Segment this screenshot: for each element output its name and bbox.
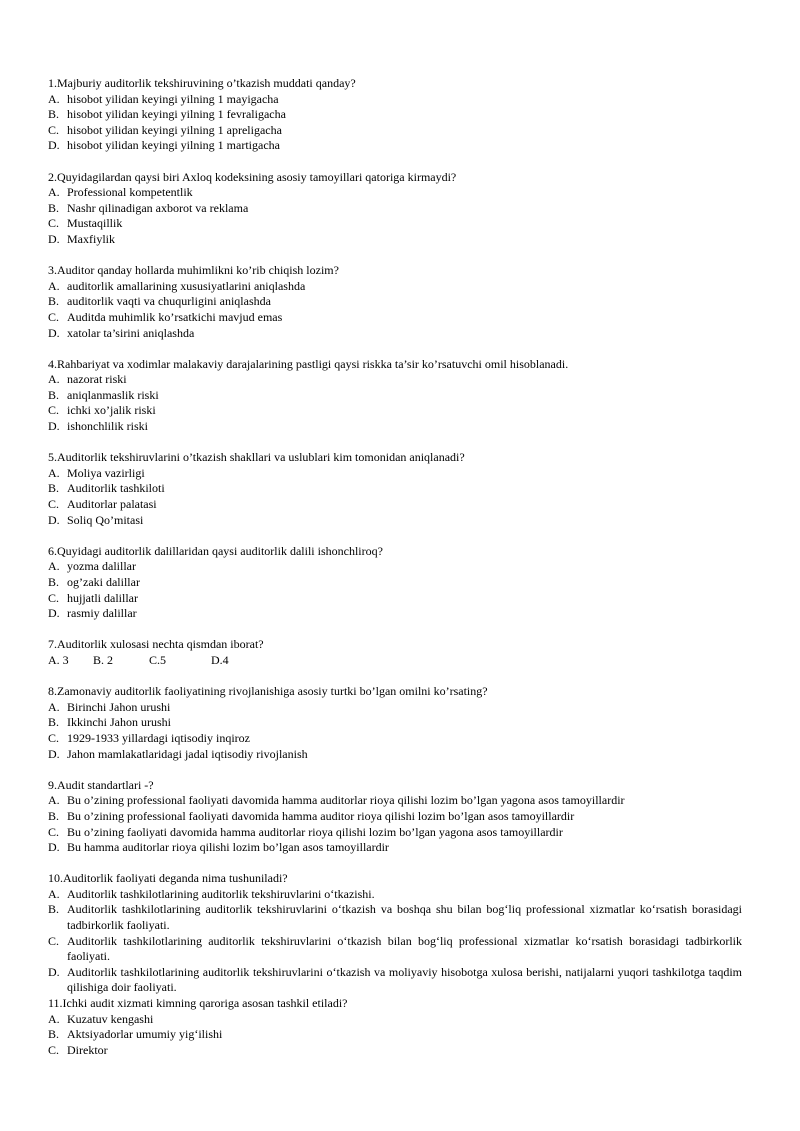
option-letter: A. [48, 559, 60, 574]
answer-option [48, 279, 742, 295]
option-letter: B. [48, 200, 60, 215]
option-text: ishonchlilik riski [67, 419, 148, 434]
option-letter: B. [48, 107, 60, 122]
option-letter: D. [48, 840, 60, 855]
option-text: Auditorlar palatasi [67, 497, 157, 512]
option-text: ichki xo’jalik riski [67, 403, 156, 418]
question-block [48, 263, 742, 341]
option-letter: B. [48, 481, 60, 496]
answer-option [48, 310, 742, 326]
option-text: Bu o’zining professional faoliyati davomida hamma auditor rioya qilishi lozim bo’lgan asos tamoyillardir [67, 808, 575, 823]
question-title: 7.Auditorlik xulosasi nechta qismdan iborat? [48, 637, 264, 652]
answer-option [48, 700, 742, 716]
question-title: 8.Zamonaviy auditorlik faoliyatining rivojlanishiga asosiy turtki bo’lgan omilni ko’rsating? [48, 684, 488, 699]
option-letter: D. [48, 964, 60, 979]
answer-option [48, 793, 742, 809]
option-text: Mustaqillik [67, 216, 123, 231]
question-title: 2.Quyidagilardan qaysi biri Axloq kodeksining asosiy tamoyillari qatoriga kirmaydi? [48, 169, 457, 184]
option-text: Bu hamma auditorlar rioya qilishi lozim bo’lgan asos tamoyillardir [67, 840, 389, 855]
answer-option [48, 747, 742, 763]
answer-option [48, 887, 742, 903]
option-letter: C. [48, 1042, 60, 1057]
question-block [48, 76, 742, 154]
question-block [48, 170, 742, 248]
option-letter: C. [48, 590, 60, 605]
question-block [48, 996, 742, 1058]
question-block [48, 871, 742, 996]
option-letter: C. [48, 497, 60, 512]
option-letter: B. [48, 294, 60, 309]
option-letter: D. [48, 138, 60, 153]
answer-option [48, 513, 742, 529]
option-text: Auditorlik tashkilotlarining auditorlik tekshiruvlarini o‘tkazish va moliyaviy hisobotga xulosa berishi, natijalarni yuqori tashkilotga taqdim qilishiga doir faoliyati. [67, 964, 742, 995]
answer-option [48, 216, 742, 232]
option-text: Professional kompetentlik [67, 185, 193, 200]
option-letter: A. [48, 465, 60, 480]
option-text: Aktsiyadorlar umumiy yig‘ilishi [67, 1027, 223, 1042]
option-text: 1929-1933 yillardagi iqtisodiy inqiroz [67, 730, 250, 745]
option-text: yozma dalillar [67, 559, 136, 574]
option-letter: C. [48, 216, 60, 231]
option-text: Bu o’zining faoliyati davomida hamma auditorlar rioya qilishi lozim bo’lgan yagona asos tamoyillardir [67, 824, 563, 839]
answer-option [48, 809, 742, 825]
option-text: hisobot yilidan keyingi yilning 1 fevraligacha [67, 107, 286, 122]
answer-option [48, 575, 742, 591]
answer-option [48, 123, 742, 139]
question-block [48, 357, 742, 435]
option-letter: B. [48, 808, 60, 823]
answer-option [48, 326, 742, 342]
option-text: Nashr qilinadigan axborot va reklama [67, 200, 249, 215]
question-title: 11.Ichki audit xizmati kimning qaroriga asosan tashkil etiladi? [48, 996, 348, 1011]
option-text: hujjatli dalillar [67, 590, 138, 605]
option-text: aniqlanmaslik riski [67, 387, 159, 402]
question-block [48, 544, 742, 622]
option-letter: B. [48, 1027, 60, 1042]
answer-option [48, 934, 742, 965]
option-text: Auditorlik tashkilotlarining auditorlik tekshiruvlarini o‘tkazishi. [67, 886, 375, 901]
option-letter: B. [48, 575, 60, 589]
option-a: A. 3 [48, 652, 69, 667]
answer-option [48, 1043, 742, 1059]
answer-option [48, 606, 742, 622]
option-letter: A. [48, 278, 60, 293]
option-text: nazorat riski [67, 372, 127, 387]
answer-option [48, 715, 742, 731]
option-text: Auditorlik tashkilotlarining auditorlik tekshiruvlarini o‘tkazish bilan bog‘liq professional xizmatlar ko‘rsatish borasidagi tadbirkorlik faoliyati. [67, 933, 742, 964]
option-letter: B. [48, 715, 60, 730]
question-7 [48, 637, 742, 668]
option-text: Soliq Qo’mitasi [67, 512, 144, 527]
answer-option [48, 419, 742, 435]
option-letter: D. [48, 419, 60, 434]
answer-option [48, 902, 742, 933]
option-text: hisobot yilidan keyingi yilning 1 mayigacha [67, 91, 279, 106]
option-letter: A. [48, 793, 60, 808]
option-text: auditorlik amallarining xususiyatlarini aniqlashda [67, 278, 306, 293]
option-text: auditorlik vaqti va chuqurligini aniqlashda [67, 294, 271, 309]
option-letter: D. [48, 746, 60, 761]
answer-option [48, 825, 742, 841]
question-block [48, 450, 742, 528]
answer-option [48, 92, 742, 108]
answer-option [48, 372, 742, 388]
answer-option [48, 185, 742, 201]
question-title: 9.Audit standartlari -? [48, 777, 154, 792]
answer-option [48, 559, 742, 575]
option-letter: C. [48, 309, 60, 324]
option-d: D.4 [211, 652, 229, 667]
answer-option [48, 294, 742, 310]
option-text: Auditda muhimlik ko’rsatkichi mavjud emas [67, 309, 283, 324]
answer-option [48, 965, 742, 996]
question-block [48, 778, 742, 856]
answer-option [48, 403, 742, 419]
option-letter: D. [48, 512, 60, 527]
option-text: Direktor [67, 1042, 108, 1057]
answer-option [48, 481, 742, 497]
answer-option [48, 388, 742, 404]
answer-option [48, 107, 742, 123]
option-text: Auditorlik tashkilotlarining auditorlik tekshiruvlarini o‘tkazish va boshqa shu bilan bog‘liq professional xizmatlar ko‘rsatish borasidagi tadbirkorlik faoliyati. [67, 902, 742, 933]
question-title: 5.Auditorlik tekshiruvlarini o’tkazish shakllari va uslublari kim tomonidan aniqlanadi? [48, 450, 465, 465]
option-letter: A. [48, 185, 60, 200]
answer-option [48, 138, 742, 154]
answer-option [48, 731, 742, 747]
option-letter: D. [48, 325, 60, 340]
option-letter: C. [48, 122, 60, 137]
option-text: Birinchi Jahon urushi [67, 699, 171, 714]
option-letter: A. [48, 699, 60, 714]
option-text: xatolar ta’sirini aniqlashda [67, 325, 195, 340]
answer-option [48, 232, 742, 248]
option-b: B. 2 [93, 652, 114, 667]
question-title: 10.Auditorlik faoliyati deganda nima tushuniladi? [48, 871, 288, 886]
answer-option [48, 1027, 742, 1043]
option-letter: C. [48, 730, 60, 745]
option-text: Bu o’zining professional faoliyati davomida hamma auditorlar rioya qilishi lozim bo’lgan yagona asos tamoyillardir [67, 793, 625, 808]
question-title: 6.Quyidagi auditorlik dalillaridan qaysi auditorlik dalili ishonchliroq? [48, 543, 383, 558]
option-letter: A. [48, 91, 60, 106]
answer-option [48, 840, 742, 856]
option-letter: B. [48, 902, 60, 917]
option-text: og’zaki dalillar [67, 575, 140, 589]
option-text: hisobot yilidan keyingi yilning 1 apreligacha [67, 122, 282, 137]
option-text: Moliya vazirligi [67, 465, 145, 480]
option-letter: C. [48, 403, 60, 418]
question-title: 3.Auditor qanday hollarda muhimlikni ko’rib chiqish lozim? [48, 263, 339, 278]
option-letter: A. [48, 372, 60, 387]
option-text: Ikkinchi Jahon urushi [67, 715, 171, 730]
option-text: Auditorlik tashkiloti [67, 481, 165, 496]
inline-options [48, 653, 742, 669]
option-letter: B. [48, 387, 60, 402]
question-title: 4.Rahbariyat va xodimlar malakaviy darajalarining pastligi qaysi riskka ta’sir ko’rsatuvchi omil hisoblanadi. [48, 356, 569, 371]
option-text: hisobot yilidan keyingi yilning 1 martigacha [67, 138, 280, 153]
option-letter: A. [48, 886, 60, 901]
answer-option [48, 1012, 742, 1028]
question-block [48, 684, 742, 762]
option-letter: D. [48, 606, 60, 621]
option-letter: C. [48, 933, 60, 948]
option-letter: C. [48, 824, 60, 839]
option-letter: A. [48, 1011, 60, 1026]
answer-option [48, 201, 742, 217]
answer-option [48, 591, 742, 607]
option-text: Kuzatuv kengashi [67, 1011, 154, 1026]
option-text: rasmiy dalillar [67, 606, 137, 621]
question-group-b [48, 684, 742, 1058]
option-text: Maxfiylik [67, 231, 115, 246]
question-title: 1.Majburiy auditorlik tekshiruvining o’tkazish muddati qanday? [48, 76, 356, 90]
question-group-a [48, 76, 742, 622]
answer-option [48, 497, 742, 513]
option-c: C.5 [149, 652, 167, 667]
answer-option [48, 466, 742, 482]
option-text: Jahon mamlakatlaridagi jadal iqtisodiy rivojlanish [67, 746, 308, 761]
option-letter: D. [48, 231, 60, 246]
